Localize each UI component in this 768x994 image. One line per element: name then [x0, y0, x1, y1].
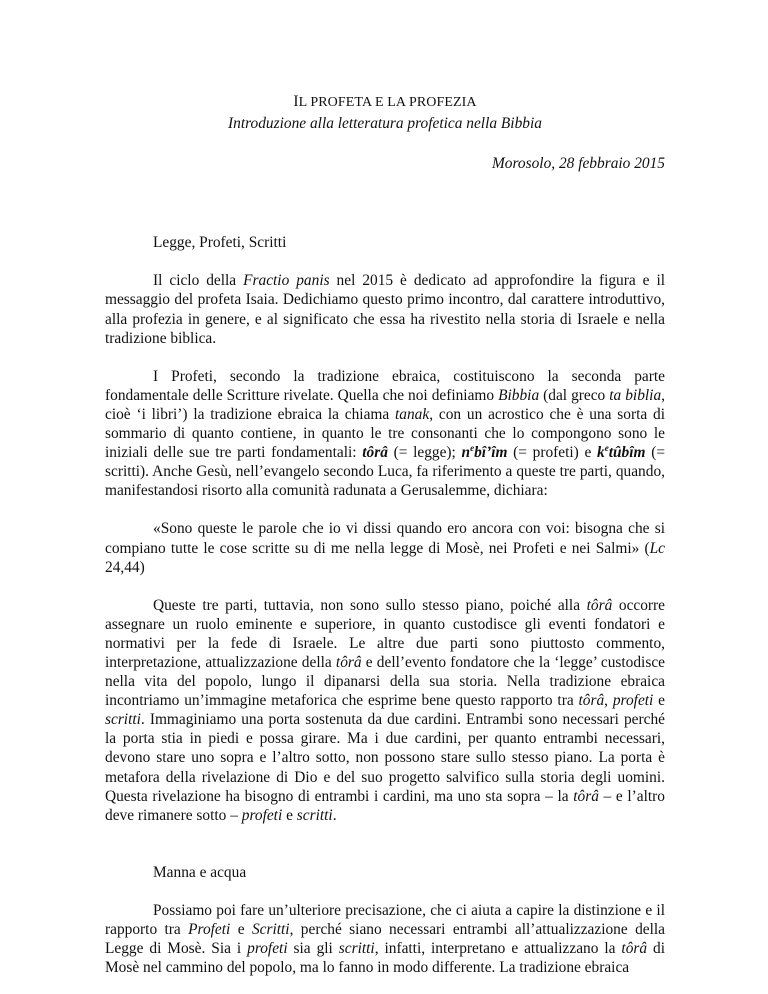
paragraph-profeti	[105, 367, 665, 501]
document-page	[105, 92, 665, 977]
superscript: e	[470, 443, 475, 453]
superscript: e	[604, 443, 609, 453]
document-date: Morosolo, 28 febbraio 2015	[491, 155, 665, 173]
italic-term: profeti	[612, 692, 654, 710]
document-title	[105, 92, 665, 112]
italic-term: tôrâ	[573, 787, 599, 805]
italic-term: tanak	[395, 405, 430, 423]
quote-luke	[105, 519, 665, 576]
italic-term: scritti	[338, 940, 375, 958]
italic-term: Profeti	[188, 921, 231, 938]
italic-term: Scritti	[251, 921, 290, 938]
italic-term: profeti	[247, 940, 288, 958]
text-run: , infatti, interpretano e attualizzano la	[374, 940, 622, 958]
paragraph-tre-parti	[105, 596, 665, 825]
italic-term: tôrâ	[578, 692, 605, 710]
text-run: (= legge);	[387, 444, 462, 462]
bold-italic-term: bî’îm	[474, 444, 508, 462]
italic-term: tôrâ	[621, 940, 648, 958]
text-run: , cioè ‘i libri’) la tradizione ebraica la chiama	[105, 386, 665, 423]
text-run: e dell’evento fondatore che la ‘legge’ custodisce nella vita del popolo, lungo il dipanarsi della sua storia. Nella tradizione ebraica incontriamo un’immagine metaforica che esprime bene questo rapporto tra	[105, 653, 665, 710]
text-run: . Immaginiamo una porta sostenuta da due cardini. Entrambi sono necessari perché la porta stia in piedi e possa girare. Ma i due cardini, per quanto entrambi necessari, devono stare uno sopra e l’altro sotto, non possono stare sullo stesso piano. La porta è metafora della rivelazione di Dio e del suo progetto salvifico sulla storia degli uomini. Questa rivelazione ha bisogno di entrambi i cardini, ma uno sta sopra – la	[105, 711, 665, 805]
paragraph-intro	[105, 271, 665, 347]
text-run: – e l’altro deve rimanere sotto –	[105, 787, 665, 824]
text-run: e	[653, 692, 666, 710]
bold-italic-term: tûbîm	[608, 444, 646, 462]
text-run: e	[230, 921, 252, 938]
italic-term: ta biblia	[609, 386, 662, 404]
italic-term: scritti	[296, 806, 333, 824]
italic-term: Lc	[649, 539, 665, 557]
text-run: (= scritti). Anche Gesù, nell’evangelo secondo Luca, fa riferimento a queste tre parti, quando, manifestandosi risorto alla comunità radunata a Gerusalemme, dichiara:	[105, 444, 665, 500]
paragraph-precisazione	[105, 901, 665, 977]
text-run: Queste tre parti, tuttavia, non sono sullo stesso piano, poiché alla	[153, 596, 587, 614]
bold-italic-term: k	[597, 444, 605, 462]
title-rest: L PROFETA E LA PROFEZIA	[298, 95, 477, 110]
text-run: nel 2015 è dedicato ad approfondire la figura e il messaggio del profeta Isaia. Dedichiamo questo primo incontro, dal carattere introduttivo, alla profezia in genere, e al significato che essa ha rivestito nella storia di Israele e nella tradizione biblica.	[105, 272, 665, 347]
text-run: 24,44)	[105, 558, 145, 576]
section-heading-legge-profeti-scritti: Legge, Profeti, Scritti	[153, 234, 287, 252]
text-run: .	[332, 806, 337, 824]
text-run: e	[282, 806, 297, 824]
text-run: Possiamo poi fare un’ulteriore precisazione, che ci aiuta a capire la distinzione e il rapporto tra	[105, 901, 665, 938]
text-run: «Sono queste le parole che io vi dissi quando ero ancora con voi: bisogna che si compiano tutte le cose scritte su di me nella legge di Mosè, nei Profeti e nei Salmi» (	[105, 520, 665, 557]
text-run: , perché siano necessari entrambi all’attualizzazione della Legge di Mosè. Sia i	[105, 921, 666, 958]
text-run: I Profeti, secondo la tradizione ebraica, costituiscono la seconda parte fondamentale delle Scritture rivelate. Quella che noi definiamo	[105, 367, 665, 404]
bold-italic-term: tôrâ	[362, 444, 388, 462]
text-run: di Mosè nel cammino del popolo, ma lo fanno in modo differente. La tradizione ebraica	[105, 940, 665, 977]
italic-term: profeti	[241, 806, 283, 824]
section-heading-manna-e-acqua: Manna e acqua	[153, 863, 247, 881]
italic-term: Fractio panis	[243, 272, 330, 290]
text-run: Il ciclo della	[153, 272, 244, 290]
text-run: , con un acrostico che è una sorta di sommario di quanto contiene, in quanto le tre consonanti che lo compongono sono le iniziali delle sue tre parti fondamentali:	[105, 405, 665, 462]
text-run: sia gli	[287, 940, 339, 958]
text-run: (dal greco	[539, 386, 610, 404]
italic-term: tôrâ	[586, 596, 613, 614]
italic-term: tôrâ	[335, 653, 362, 671]
italic-term: scritti	[105, 711, 141, 729]
text-run: (= profeti) e	[507, 444, 598, 462]
bold-italic-term: n	[461, 444, 471, 462]
italic-term: Bibbia	[498, 386, 540, 404]
document-subtitle: Introduzione alla letteratura profetica nella Bibbia	[228, 115, 542, 133]
title-initial: I	[293, 93, 299, 110]
text-run: ,	[604, 692, 613, 710]
text-run: occorre assegnare un ruolo eminente e superiore, in quanto custodisce gli eventi fondatori e normativi per la fede di Israele. Le altre due parti sono piuttosto commento, interpretazione, attualizzazione della	[105, 596, 666, 671]
